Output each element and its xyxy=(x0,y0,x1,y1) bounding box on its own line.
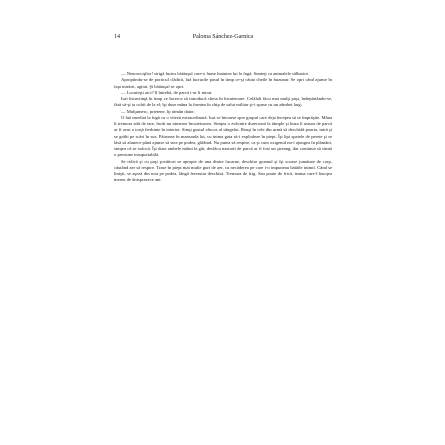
paragraph: Iuri încuviinţă în timp ce încerca să introducă cheia în încuietoare. Celălalt făcu mai mulţi paşi, îndepărtându-se, fără să-şi ia ochii de la el; îşi duse mâna la fruntea în chip de salut militar şi-i spuse cu un zâmbet larg: xyxy=(114,96,332,108)
paragraph: O luă imediat la fugă cu o viteză extraordinară. Iuri se întoarse spre grupul care deja începea să se împrăştie. Mâna îi tremura atât de tare, încât nu nimerea încuietoarea. Simţea o zvâcnire dureroasă la tâmple şi buza îi ustura de parcă ar fi avut o torţă fierbinte în interior. Simţi gustul vâscos al sângelui. Reuşi în cele din urmă să deschidă poarta, intră şi se grăbi pe scări în sus. Pătrunse în mansarda lui, cu inima gata să-i explodeze în piept. Îşi lipi spatele de perete şi se lăsă să alunece până ajunse să stea pe podea, gâfâind. Nu putea să respire, ca şi cum oxigenul nu-i ajungea în plămâni, simţea că se sufocă. Îşi duse ambele mâini la gât, desfăcu nasturii de parcă ar fi fost un ştreang, dar continua să simtă o presiune insuportabilă. xyxy=(114,114,332,158)
paragraph: — Nenorociţilor! strigă furios bătăuşul care-o luase înaintea lui la fugă. Sunteţi ca animalele sălbatice. xyxy=(121,71,310,76)
page-number: 14 xyxy=(114,34,120,40)
paragraph: — Mulţumesc, prietene, îţi rămân dator. xyxy=(121,108,195,114)
page-header xyxy=(114,33,332,43)
page-body xyxy=(114,71,332,184)
running-head: Paloma Sánchez-Garnica xyxy=(192,34,254,40)
paragraph: Se ridică şi cu paşi şovăitori se apropie de una dintre lucarne, deschise geamul şi îşi scoase jumătate de corp, căutând aer să respire. Trase în piept mai multe guri de aer, cu necăderea pe care i-o impuneau bătăile inimii. Când se linişti, se aşeză din nou pe podea, lângă fereastra deschisă. Tremura de frig. Sau poate de frică, teama care-l însoţea mereu de doisprezece ani. xyxy=(114,158,332,183)
paragraph: Apropiindu-se de porticul clădirii, luă lucrurile pasul în timp ce-şi căuta cheile în buzunar. Se opri când ajunse în faţa intrării, agitat. Şi bătăuşul se opri. xyxy=(114,77,332,89)
paragraph: — Locuieşti aici? îl întrebă, de parcă i-ar fi mirat. xyxy=(121,89,213,95)
